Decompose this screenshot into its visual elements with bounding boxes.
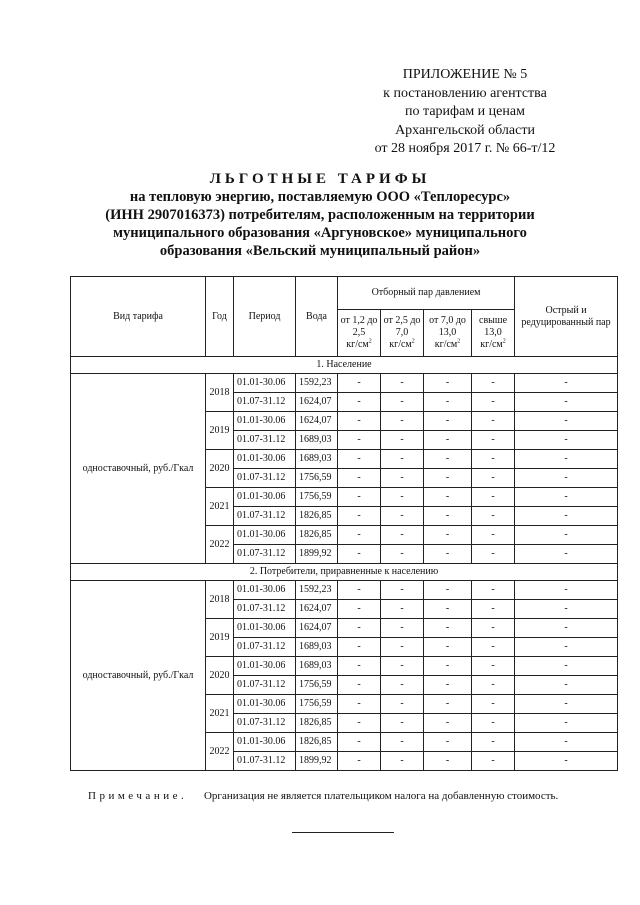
year-cell: 2019 [206, 619, 234, 657]
steam-tariff-cell: - [424, 581, 472, 600]
water-tariff-cell: 1689,03 [296, 657, 338, 676]
steam-tariff-cell: - [338, 393, 381, 412]
steam-tariff-cell: - [472, 545, 515, 564]
tariff-type-cell: одноставочный, руб./Гкал [71, 374, 206, 564]
period-cell: 01.01-30.06 [234, 581, 296, 600]
period-cell: 01.07-31.12 [234, 469, 296, 488]
title-line: на тепловую энергию, поставляемую ООО «Теплоресурс» [129, 189, 511, 205]
period-cell: 01.01-30.06 [234, 450, 296, 469]
steam-tariff-cell: - [338, 733, 381, 752]
year-cell: 2018 [206, 374, 234, 412]
sharp-steam-tariff-cell: - [515, 431, 618, 450]
year-cell: 2020 [206, 657, 234, 695]
sharp-steam-tariff-cell: - [515, 374, 618, 393]
steam-tariff-cell: - [381, 431, 424, 450]
sharp-steam-tariff-cell: - [515, 526, 618, 545]
steam-tariff-cell: - [472, 431, 515, 450]
appendix-line: к постановлению агентства [383, 85, 547, 101]
steam-tariff-cell: - [381, 374, 424, 393]
steam-tariff-cell: - [424, 526, 472, 545]
steam-tariff-cell: - [472, 676, 515, 695]
title-line: (ИНН 2907016373) потребителям, расположенным на территории [105, 207, 535, 223]
water-tariff-cell: 1756,59 [296, 488, 338, 507]
period-cell: 01.01-30.06 [234, 657, 296, 676]
document-title [70, 170, 570, 260]
steam-tariff-cell: - [338, 619, 381, 638]
water-tariff-cell: 1592,23 [296, 374, 338, 393]
period-cell: 01.01-30.06 [234, 526, 296, 545]
header-tariff-type: Вид тарифа [71, 277, 206, 357]
steam-tariff-cell: - [381, 619, 424, 638]
steam-tariff-cell: - [424, 469, 472, 488]
steam-tariff-cell: - [472, 752, 515, 771]
water-tariff-cell: 1624,07 [296, 600, 338, 619]
steam-tariff-cell: - [338, 469, 381, 488]
water-tariff-cell: 1624,07 [296, 393, 338, 412]
water-tariff-cell: 1689,03 [296, 431, 338, 450]
year-cell: 2020 [206, 450, 234, 488]
water-tariff-cell: 1899,92 [296, 545, 338, 564]
steam-tariff-cell: - [472, 507, 515, 526]
period-cell: 01.07-31.12 [234, 600, 296, 619]
steam-tariff-cell: - [381, 507, 424, 526]
steam-tariff-cell: - [338, 545, 381, 564]
footnote-label: Примечание. [88, 790, 188, 802]
steam-tariff-cell: - [381, 393, 424, 412]
section-row [71, 357, 618, 374]
period-cell: 01.01-30.06 [234, 374, 296, 393]
steam-tariff-cell: - [472, 638, 515, 657]
sharp-steam-tariff-cell: - [515, 714, 618, 733]
steam-tariff-cell: - [381, 657, 424, 676]
section-title: 2. Потребители, приравненные к населению [71, 564, 618, 581]
header-year: Год [206, 277, 234, 357]
title-main: ЛЬГОТНЫЕ ТАРИФЫ [209, 171, 431, 187]
steam-tariff-cell: - [424, 393, 472, 412]
steam-tariff-cell: - [381, 600, 424, 619]
header-sharp-steam: Острый и редуцированный пар [515, 277, 618, 357]
steam-tariff-cell: - [424, 488, 472, 507]
steam-tariff-cell: - [472, 412, 515, 431]
year-cell: 2021 [206, 488, 234, 526]
period-cell: 01.07-31.12 [234, 393, 296, 412]
steam-tariff-cell: - [472, 733, 515, 752]
period-cell: 01.07-31.12 [234, 431, 296, 450]
steam-tariff-cell: - [424, 657, 472, 676]
sharp-steam-tariff-cell: - [515, 488, 618, 507]
period-cell: 01.01-30.06 [234, 412, 296, 431]
steam-tariff-cell: - [381, 752, 424, 771]
steam-tariff-cell: - [472, 469, 515, 488]
steam-tariff-cell: - [338, 450, 381, 469]
water-tariff-cell: 1756,59 [296, 695, 338, 714]
header-water: Вода [296, 277, 338, 357]
water-tariff-cell: 1826,85 [296, 526, 338, 545]
steam-tariff-cell: - [424, 507, 472, 526]
water-tariff-cell: 1689,03 [296, 638, 338, 657]
period-cell: 01.01-30.06 [234, 488, 296, 507]
steam-tariff-cell: - [424, 752, 472, 771]
section-row [71, 564, 618, 581]
water-tariff-cell: 1624,07 [296, 619, 338, 638]
steam-tariff-cell: - [338, 581, 381, 600]
table-row [71, 374, 618, 393]
steam-tariff-cell: - [472, 695, 515, 714]
steam-tariff-cell: - [338, 431, 381, 450]
footnote [88, 790, 558, 802]
year-cell: 2019 [206, 412, 234, 450]
steam-tariff-cell: - [381, 714, 424, 733]
steam-tariff-cell: - [338, 638, 381, 657]
steam-tariff-cell: - [338, 374, 381, 393]
sharp-steam-tariff-cell: - [515, 638, 618, 657]
steam-tariff-cell: - [424, 638, 472, 657]
section-title: 1. Население [71, 357, 618, 374]
appendix-date: от 28 ноября 2017 г. № 66-т/12 [374, 141, 556, 156]
header-steam-range: от 7,0 до 13,0 $кг/см^2$ [424, 310, 472, 357]
year-cell: 2021 [206, 695, 234, 733]
appendix-line: по тарифам и ценам [405, 104, 525, 119]
sharp-steam-tariff-cell: - [515, 393, 618, 412]
header-steam-range: от 1,2 до 2,5 $кг/см^2$ [338, 310, 381, 357]
steam-tariff-cell: - [338, 752, 381, 771]
steam-tariff-cell: - [381, 450, 424, 469]
sharp-steam-tariff-cell: - [515, 695, 618, 714]
steam-tariff-cell: - [424, 600, 472, 619]
steam-tariff-cell: - [472, 600, 515, 619]
steam-tariff-cell: - [472, 619, 515, 638]
header-period: Период [234, 277, 296, 357]
steam-tariff-cell: - [424, 733, 472, 752]
tariff-table [70, 276, 618, 771]
steam-tariff-cell: - [381, 695, 424, 714]
steam-tariff-cell: - [472, 526, 515, 545]
steam-tariff-cell: - [424, 450, 472, 469]
title-line: образования «Вельский муниципальный район» [159, 243, 481, 259]
steam-tariff-cell: - [381, 733, 424, 752]
table-row [71, 581, 618, 600]
sharp-steam-tariff-cell: - [515, 450, 618, 469]
sharp-steam-tariff-cell: - [515, 600, 618, 619]
steam-tariff-cell: - [338, 657, 381, 676]
sharp-steam-tariff-cell: - [515, 545, 618, 564]
steam-tariff-cell: - [424, 374, 472, 393]
appendix-line: Архангельской области [395, 122, 535, 138]
sharp-steam-tariff-cell: - [515, 619, 618, 638]
water-tariff-cell: 1689,03 [296, 450, 338, 469]
steam-tariff-cell: - [338, 600, 381, 619]
steam-tariff-cell: - [424, 431, 472, 450]
header-steam-group: Отборный пар давлением [338, 277, 515, 310]
steam-tariff-cell: - [424, 619, 472, 638]
water-tariff-cell: 1756,59 [296, 676, 338, 695]
period-cell: 01.07-31.12 [234, 545, 296, 564]
water-tariff-cell: 1899,92 [296, 752, 338, 771]
steam-tariff-cell: - [472, 374, 515, 393]
steam-tariff-cell: - [381, 488, 424, 507]
steam-tariff-cell: - [472, 581, 515, 600]
period-cell: 01.07-31.12 [234, 507, 296, 526]
steam-tariff-cell: - [381, 545, 424, 564]
steam-tariff-cell: - [472, 714, 515, 733]
steam-tariff-cell: - [338, 526, 381, 545]
water-tariff-cell: 1826,85 [296, 733, 338, 752]
sharp-steam-tariff-cell: - [515, 507, 618, 526]
water-tariff-cell: 1756,59 [296, 469, 338, 488]
period-cell: 01.07-31.12 [234, 714, 296, 733]
steam-tariff-cell: - [472, 657, 515, 676]
steam-tariff-cell: - [338, 695, 381, 714]
period-cell: 01.07-31.12 [234, 676, 296, 695]
steam-tariff-cell: - [472, 393, 515, 412]
steam-tariff-cell: - [381, 469, 424, 488]
sharp-steam-tariff-cell: - [515, 676, 618, 695]
steam-tariff-cell: - [338, 714, 381, 733]
period-cell: 01.07-31.12 [234, 638, 296, 657]
separator-line [292, 832, 394, 833]
year-cell: 2018 [206, 581, 234, 619]
sharp-steam-tariff-cell: - [515, 581, 618, 600]
steam-tariff-cell: - [472, 450, 515, 469]
period-cell: 01.01-30.06 [234, 619, 296, 638]
header-steam-range: свыше 13,0 $кг/см^2$ [472, 310, 515, 357]
steam-tariff-cell: - [381, 676, 424, 695]
steam-tariff-cell: - [424, 412, 472, 431]
period-cell: 01.01-30.06 [234, 695, 296, 714]
steam-tariff-cell: - [338, 507, 381, 526]
sharp-steam-tariff-cell: - [515, 469, 618, 488]
year-cell: 2022 [206, 526, 234, 564]
sharp-steam-tariff-cell: - [515, 752, 618, 771]
steam-tariff-cell: - [424, 545, 472, 564]
title-line: муниципального образования «Аргуновское» муниципального [113, 225, 527, 241]
header-steam-range: от 2,5 до 7,0 $кг/см^2$ [381, 310, 424, 357]
footnote-text: Организация не является плательщиком налога на добавленную стоимость. [203, 790, 559, 802]
steam-tariff-cell: - [381, 581, 424, 600]
period-cell: 01.01-30.06 [234, 733, 296, 752]
steam-tariff-cell: - [338, 412, 381, 431]
steam-tariff-cell: - [338, 488, 381, 507]
sharp-steam-tariff-cell: - [515, 412, 618, 431]
sharp-steam-tariff-cell: - [515, 733, 618, 752]
appendix-number: ПРИЛОЖЕНИЕ № 5 [402, 67, 528, 82]
steam-tariff-cell: - [424, 695, 472, 714]
steam-tariff-cell: - [381, 412, 424, 431]
sharp-steam-tariff-cell: - [515, 657, 618, 676]
steam-tariff-cell: - [338, 676, 381, 695]
steam-tariff-cell: - [381, 638, 424, 657]
water-tariff-cell: 1826,85 [296, 507, 338, 526]
steam-tariff-cell: - [472, 488, 515, 507]
period-cell: 01.07-31.12 [234, 752, 296, 771]
year-cell: 2022 [206, 733, 234, 771]
appendix-header [350, 66, 580, 159]
water-tariff-cell: 1592,23 [296, 581, 338, 600]
water-tariff-cell: 1826,85 [296, 714, 338, 733]
steam-tariff-cell: - [381, 526, 424, 545]
steam-tariff-cell: - [424, 714, 472, 733]
steam-tariff-cell: - [424, 676, 472, 695]
water-tariff-cell: 1624,07 [296, 412, 338, 431]
tariff-type-cell: одноставочный, руб./Гкал [71, 581, 206, 771]
